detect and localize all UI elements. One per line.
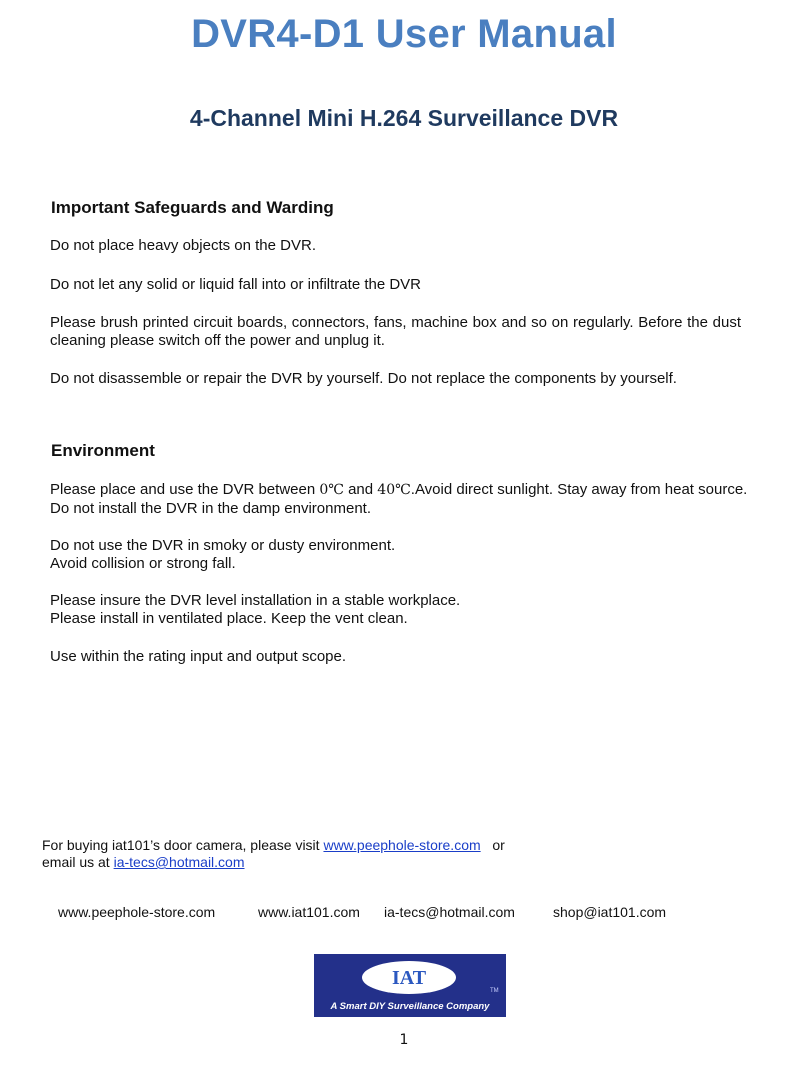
contact-website-store: www.peephole-store.com: [58, 904, 216, 920]
store-link[interactable]: www.peephole-store.com: [323, 837, 481, 853]
environment-paragraph-2: [50, 537, 768, 572]
contact-email-shop: shop@iat101.com: [553, 904, 667, 920]
logo-tagline: A Smart DIY Surveillance Company: [330, 1001, 490, 1012]
contacts-row: [0, 904, 808, 924]
email-link[interactable]: ia-tecs@hotmail.com: [113, 854, 245, 870]
environment-paragraph-1: [50, 481, 790, 517]
purchase-note: [42, 837, 505, 871]
environment-paragraph-2-line-1: Do not use the DVR in smoky or dusty environment.: [50, 537, 396, 554]
temperature-max: 40℃: [377, 482, 411, 498]
safeguards-heading: Important Safeguards and Warding: [51, 198, 334, 217]
safeguards-paragraph-1: Do not place heavy objects on the DVR.: [50, 237, 316, 254]
safeguards-paragraph-3: Please brush printed circuit boards, connectors, fans, machine box and so on regularly. Before the dust cleaning please switch off the power and unplug it.: [50, 314, 741, 349]
purchase-note-or: or: [492, 837, 505, 853]
environment-paragraph-1-text-a: Please place and use the DVR between: [50, 481, 320, 498]
page-number: 1: [399, 1032, 409, 1048]
environment-paragraph-3: [50, 592, 768, 627]
environment-paragraph-1-text-b: and: [343, 481, 378, 498]
safeguards-paragraph-2: Do not let any solid or liquid fall into or infiltrate the DVR: [50, 276, 422, 293]
contact-website-iat: www.iat101.com: [258, 904, 360, 920]
temperature-min: 0℃: [319, 482, 344, 498]
environment-paragraph-1-text-c: .Avoid direct sunlight. Stay away from heat source.: [410, 481, 748, 498]
manual-title: DVR4-D1 User Manual: [191, 12, 617, 56]
environment-paragraph-4: Use within the rating input and output scope.: [50, 648, 347, 665]
manual-subtitle: 4-Channel Mini H.264 Surveillance DVR: [189, 105, 619, 131]
environment-paragraph-1-line-2: Do not install the DVR in the damp environment.: [50, 499, 371, 517]
purchase-note-text: For buying iat101’s door camera, please visit: [42, 837, 324, 853]
email-note-text: email us at: [42, 854, 114, 870]
logo-oval: [362, 961, 456, 994]
logo-trademark: TM: [490, 988, 499, 994]
logo-wordmark: IAT: [391, 967, 427, 989]
environment-heading: Environment: [51, 441, 155, 460]
environment-paragraph-3-line-1: Please insure the DVR level installation in a stable workplace.: [50, 592, 461, 609]
contact-email-hotmail: ia-tecs@hotmail.com: [384, 904, 515, 920]
environment-paragraph-2-line-2: Avoid collision or strong fall.: [50, 554, 236, 572]
safeguards-paragraph-4: Do not disassemble or repair the DVR by yourself. Do not replace the components by yourself.: [50, 370, 677, 387]
environment-paragraph-3-line-2: Please install in ventilated place. Keep the vent clean.: [50, 609, 408, 627]
company-logo: [314, 954, 506, 1017]
